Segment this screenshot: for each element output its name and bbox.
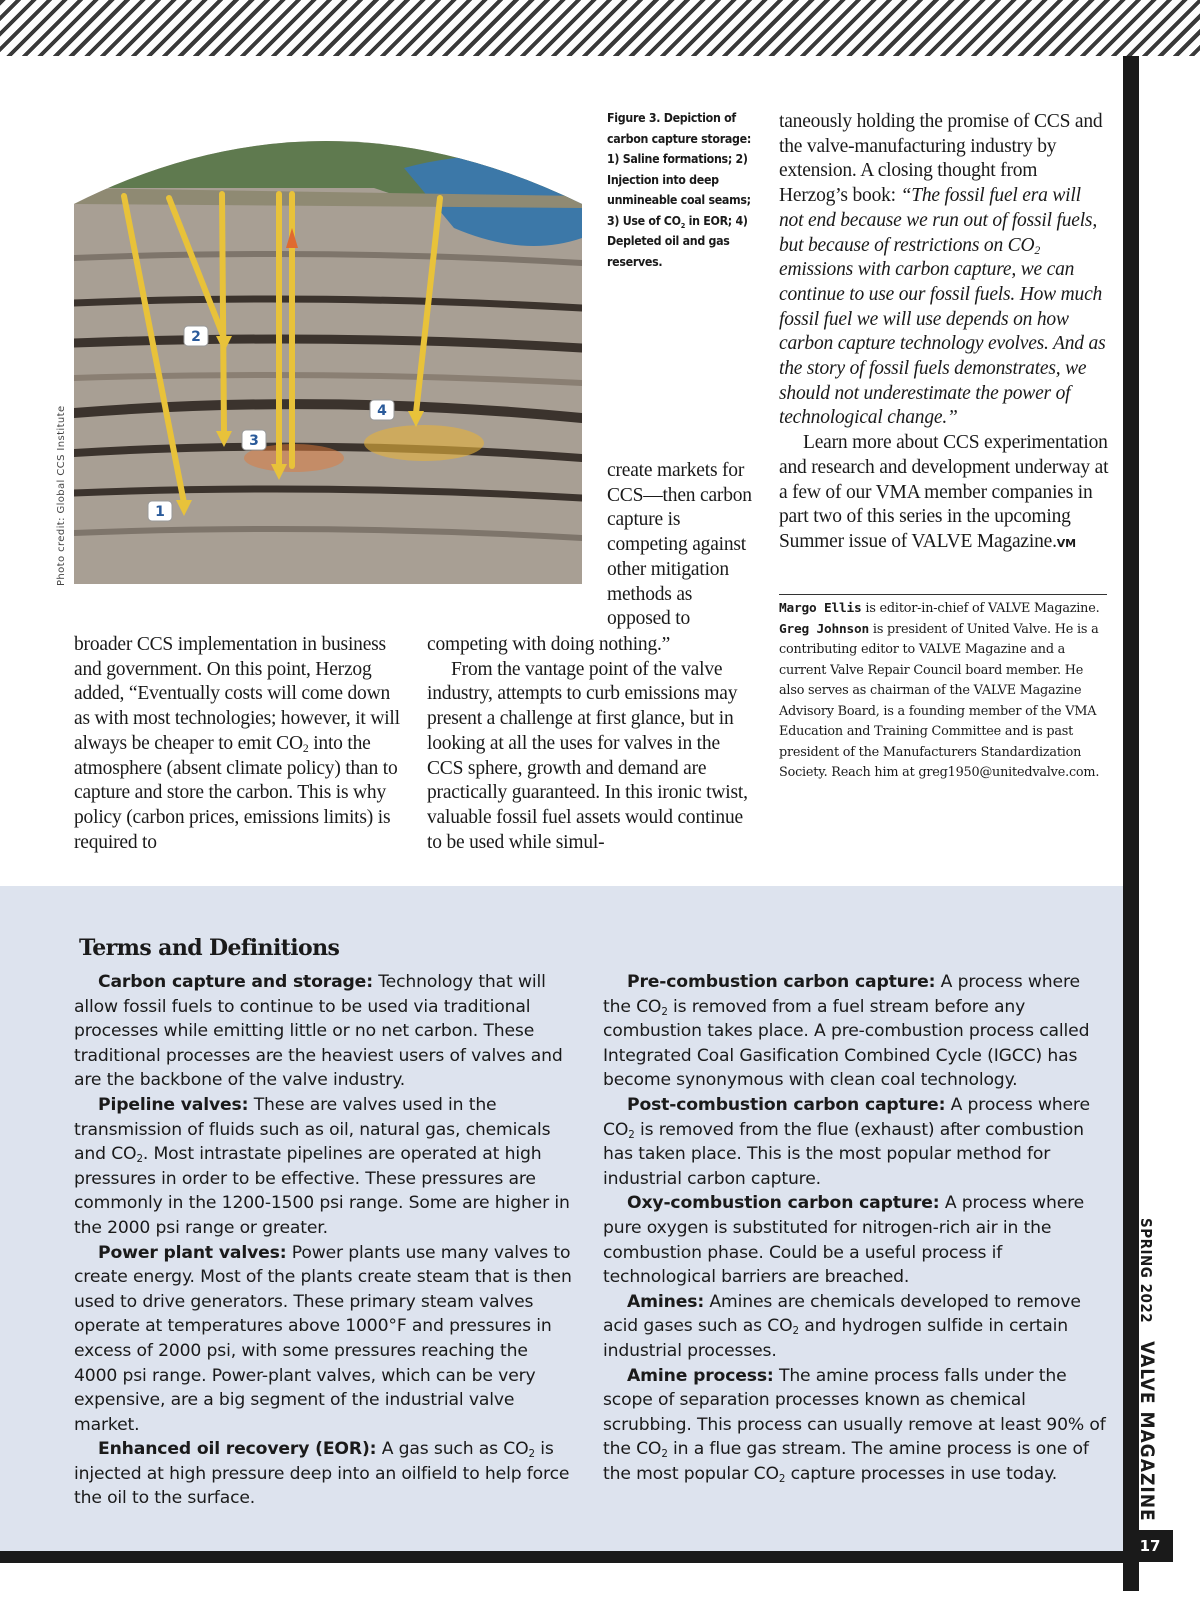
end-mark: VM <box>1056 536 1076 550</box>
term-amines: Amines: Amines are chemicals developed to remove acid gases such as $CO_2$ and hydrogen sulfide in certain industrial processes. <box>603 1291 1081 1361</box>
article-col3: taneously holding the promise of CCS and the valve-manufacturing industry by extension. A closing thought from Herzog’s book: “The fossil fuel era will not end because we run out of fossil fuels, but because of restrictions on $CO_2$ emissions with carbon capture, we can continue to use our fossil fuels. How much fossil fuel we will use depends on how carbon capture technology evolves. And as the story of fossil fuels demonstrates, we should not underestimate the power of technological change.” Learn more about CCS experimentation and research and development underway at a few of our VMA member companies in part two of this series in the upcoming Summer issue of VALVE Magazine.VM <box>779 111 1109 552</box>
header-hatch-band <box>0 0 1200 56</box>
term-ccs: Carbon capture and storage: Technology that will allow fossil fuels to continue to be used via traditional processes while emitting little or no net carbon. These traditional processes are the heaviest users of valves and are the backbone of the valve industry. <box>74 972 563 1091</box>
bottom-edge-bar <box>0 1551 1139 1563</box>
ccs-diagram <box>74 108 582 584</box>
term-oxy: Oxy-combustion carbon capture: A process where pure oxygen is substituted for nitrogen-rich air in the combustion phase. Could be a useful process if technological barriers are breached. <box>603 1193 1085 1288</box>
issue-label: SPRING 2022 <box>1137 1218 1155 1324</box>
article-col2-top: create markets for CCS—then carbon capture is competing against other mitigation methods as opposed to <box>607 460 752 630</box>
page-number: 17 <box>1127 1530 1173 1562</box>
term-amine-process: Amine process: The amine process falls under the scope of separation processes known as chemical scrubbing. This process can usually remove at least 90% of the $CO_2$ in a flue gas stream. The amine process is one of the most popular $CO_2$ capture processes in use today. <box>603 1365 1106 1485</box>
marker-2: 2 <box>191 329 201 345</box>
photo-credit: Photo credit: Global CCS Institute <box>56 405 67 586</box>
terms-title: Terms and Definitions <box>79 935 340 961</box>
term-post: Post-combustion carbon capture: A process where $CO_2$ is removed from the flue (exhaust) after combustion has taken place. This is the most popular method for industrial carbon capture. <box>603 1094 1090 1189</box>
marker-1: 1 <box>155 504 165 520</box>
term-power: Power plant valves: Power plants use many valves to create energy. Most of the plants create steam that is then used to drive generators. These primary steam valves operate at temperatures above 1000°F and pressures in excess of 2000 psi, with some pressures reaching the 4000 psi range. Power-plant valves, which can be very expensive, are a big segment of the industrial valve market. <box>74 1242 572 1435</box>
terms-col-right <box>603 970 1108 1486</box>
figure-caption: Figure 3. Depiction of carbon capture storage: 1) Saline formations; 2) Injection into deep unmineable coal seams; 3) Use of $CO_2$ in EOR; 4) Depleted oil and gas reserves. <box>607 111 751 269</box>
term-eor: Enhanced oil recovery (EOR): A gas such as $CO_2$ is injected at high pressure deep into an oilfield to help force the oil to the surface. <box>74 1439 570 1509</box>
spine-label <box>1136 1218 1158 1522</box>
article-col1: broader CCS implementation in business and government. On this point, Herzog added, “Eventually costs will come down as with most technologies; however, it will always be cheaper to emit $CO_2$ into the atmosphere (absent climate policy) than to capture and store the carbon. This is why policy (carbon prices, emissions limits) is required to <box>74 634 400 853</box>
marker-3: 3 <box>249 433 259 449</box>
term-pre: Pre-combustion carbon capture: A process where the $CO_2$ is removed from a fuel stream before any combustion takes place. A pre-combustion process called Integrated Coal Gasification Combined Cycle (IGCC) has become synonymous with clean coal technology. <box>603 972 1090 1091</box>
terms-col-left <box>74 970 574 1511</box>
term-pipeline: Pipeline valves: These are valves used in the transmission of fluids such as oil, natural gas, chemicals and $CO_2$. Most intrastate pipelines are operated at high pressures in order to be effective. These pressures are commonly in the 1200-1500 psi range. Some are higher in the 2000 psi range or greater. <box>74 1094 570 1238</box>
article-col2-bottom: competing with doing nothing.” From the vantage point of the valve industry, attempts to curb emissions may present a challenge at first glance, but in looking at all the uses for valves in the CCS sphere, growth and demand are practically guaranteed. In this ironic twist, valuable fossil fuel assets would continue to be used while simul- <box>427 634 748 853</box>
author-bio: Margo Ellis is editor-in-chief of VALVE Magazine. Greg Johnson is president of United Valve. He is a contributing editor to VALVE Magazine and a current Valve Repair Council board member. He also serves as chairman of the VALVE Magazine Advisory Board, is a founding member of the VMA Education and Training Committee and is past president of the Manufacturers Standardization Society. Reach him at greg1950@unitedvalve.com. <box>779 594 1107 784</box>
marker-4: 4 <box>377 403 387 419</box>
magazine-name: VALVE MAGAZINE <box>1136 1341 1158 1522</box>
